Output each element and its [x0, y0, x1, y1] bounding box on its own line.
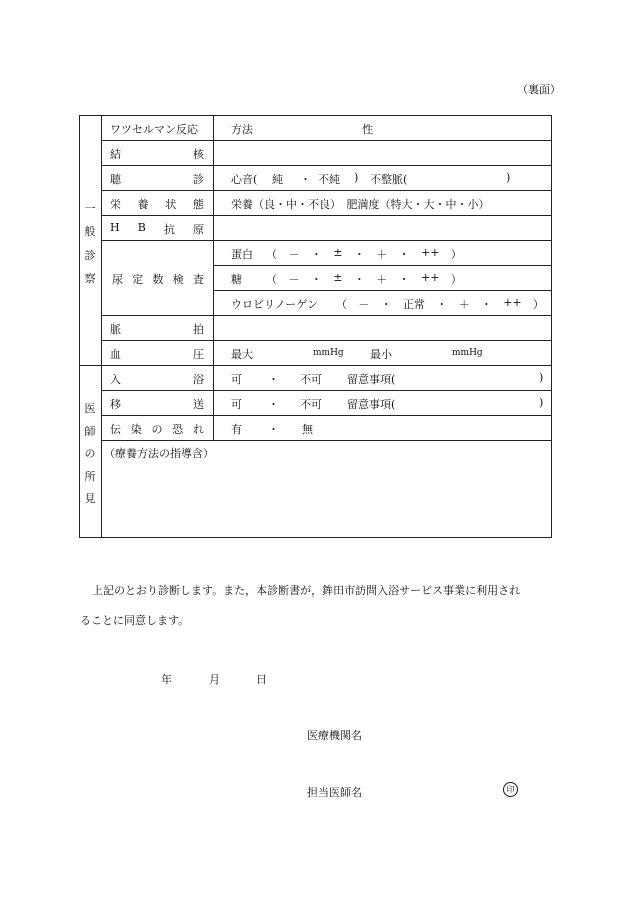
wasserman-sex: 性	[362, 123, 373, 136]
urine-sugar-scale: （ － ・ ± ・ ＋ ・ ++ ）	[266, 271, 462, 286]
arrhythmia-label: 不整脈(	[370, 173, 408, 186]
bath-note-label: 留意事項(	[347, 373, 396, 386]
bath-ok: 可	[231, 373, 242, 386]
heart-pure: 純	[272, 173, 283, 186]
row-label-pulse: 脈 拍	[110, 323, 204, 336]
row-label-transfer: 移 送	[110, 398, 204, 411]
arrhythmia-close: )	[506, 171, 511, 184]
row-label-bp: 血 圧	[110, 348, 204, 361]
statement-line-1: 上記のとおり診断します。また，本診断書が，鉾田市訪問入浴サービス事業に利用され	[92, 584, 521, 597]
wasserman-method: 方法	[231, 123, 253, 136]
heart-dot: ・	[300, 173, 311, 186]
row-label-urine: 尿 定 数 検 査	[112, 273, 204, 286]
infection-dot: ・	[268, 423, 279, 436]
urine-protein-label: 蛋白	[231, 248, 253, 261]
date-day: 日	[256, 673, 267, 686]
urine-urobilinogen-label: ウロビリノーゲン	[231, 298, 319, 311]
seal-icon: 印	[503, 782, 518, 797]
bp-max-unit: mmHg	[313, 348, 344, 358]
heart-close: )	[354, 171, 359, 184]
statement-line-2: ることに同意します。	[80, 614, 190, 627]
seal-mark	[503, 782, 518, 797]
bp-min-unit: mmHg	[452, 348, 483, 358]
bath-ng: 不可	[300, 373, 322, 386]
transfer-dot: ・	[268, 398, 279, 411]
row-label-infection: 伝 染 の 恐 れ	[110, 423, 204, 436]
bath-dot: ・	[268, 373, 279, 386]
row-label-tb: 結 核	[110, 148, 204, 161]
row-label-wasserman: ワツセルマン反応	[110, 123, 198, 136]
urine-sugar-label: 糖	[231, 273, 242, 286]
nutrition-options: 栄養（良・中・不良） 肥満度（特大・大・中・小）	[231, 198, 490, 211]
doctor-label: 担当医師名	[307, 786, 362, 799]
transfer-ok: 可	[231, 398, 242, 411]
row-label-auscultation: 聴 診	[110, 173, 204, 186]
heart-impure: 不純	[318, 173, 340, 186]
page-side-label: （裏面）	[517, 83, 561, 96]
urine-protein-scale: （ － ・ ± ・ ＋ ・ ++ ）	[266, 246, 462, 261]
row-label-nutrition: 栄 養 状 態	[110, 198, 204, 211]
date-month: 月	[209, 673, 220, 686]
bp-max-label: 最大	[231, 348, 253, 361]
urine-urobilinogen-scale: （ － ・ 正常 ・ ＋ ・ ++ ）	[336, 296, 544, 311]
infection-no: 無	[302, 423, 313, 436]
transfer-note-label: 留意事項(	[347, 398, 396, 411]
section-opinion-label: 医 師 の 所 見	[84, 402, 96, 505]
row-label-hb: H B 抗 原	[110, 221, 204, 236]
row-label-bath: 入 浴	[110, 373, 204, 386]
bp-min-label: 最小	[370, 348, 392, 361]
bath-note-close: )	[539, 371, 544, 384]
date-year: 年	[161, 673, 172, 686]
section-general-label: 一 般 診 察	[84, 202, 96, 285]
institution-label: 医療機関名	[307, 729, 362, 742]
transfer-note-close: )	[539, 396, 544, 409]
opinion-caption: （療養方法の指導含）	[104, 447, 214, 460]
heart-sound-label: 心音(	[231, 173, 258, 186]
infection-yes: 有	[231, 423, 242, 436]
transfer-ng: 不可	[300, 398, 322, 411]
